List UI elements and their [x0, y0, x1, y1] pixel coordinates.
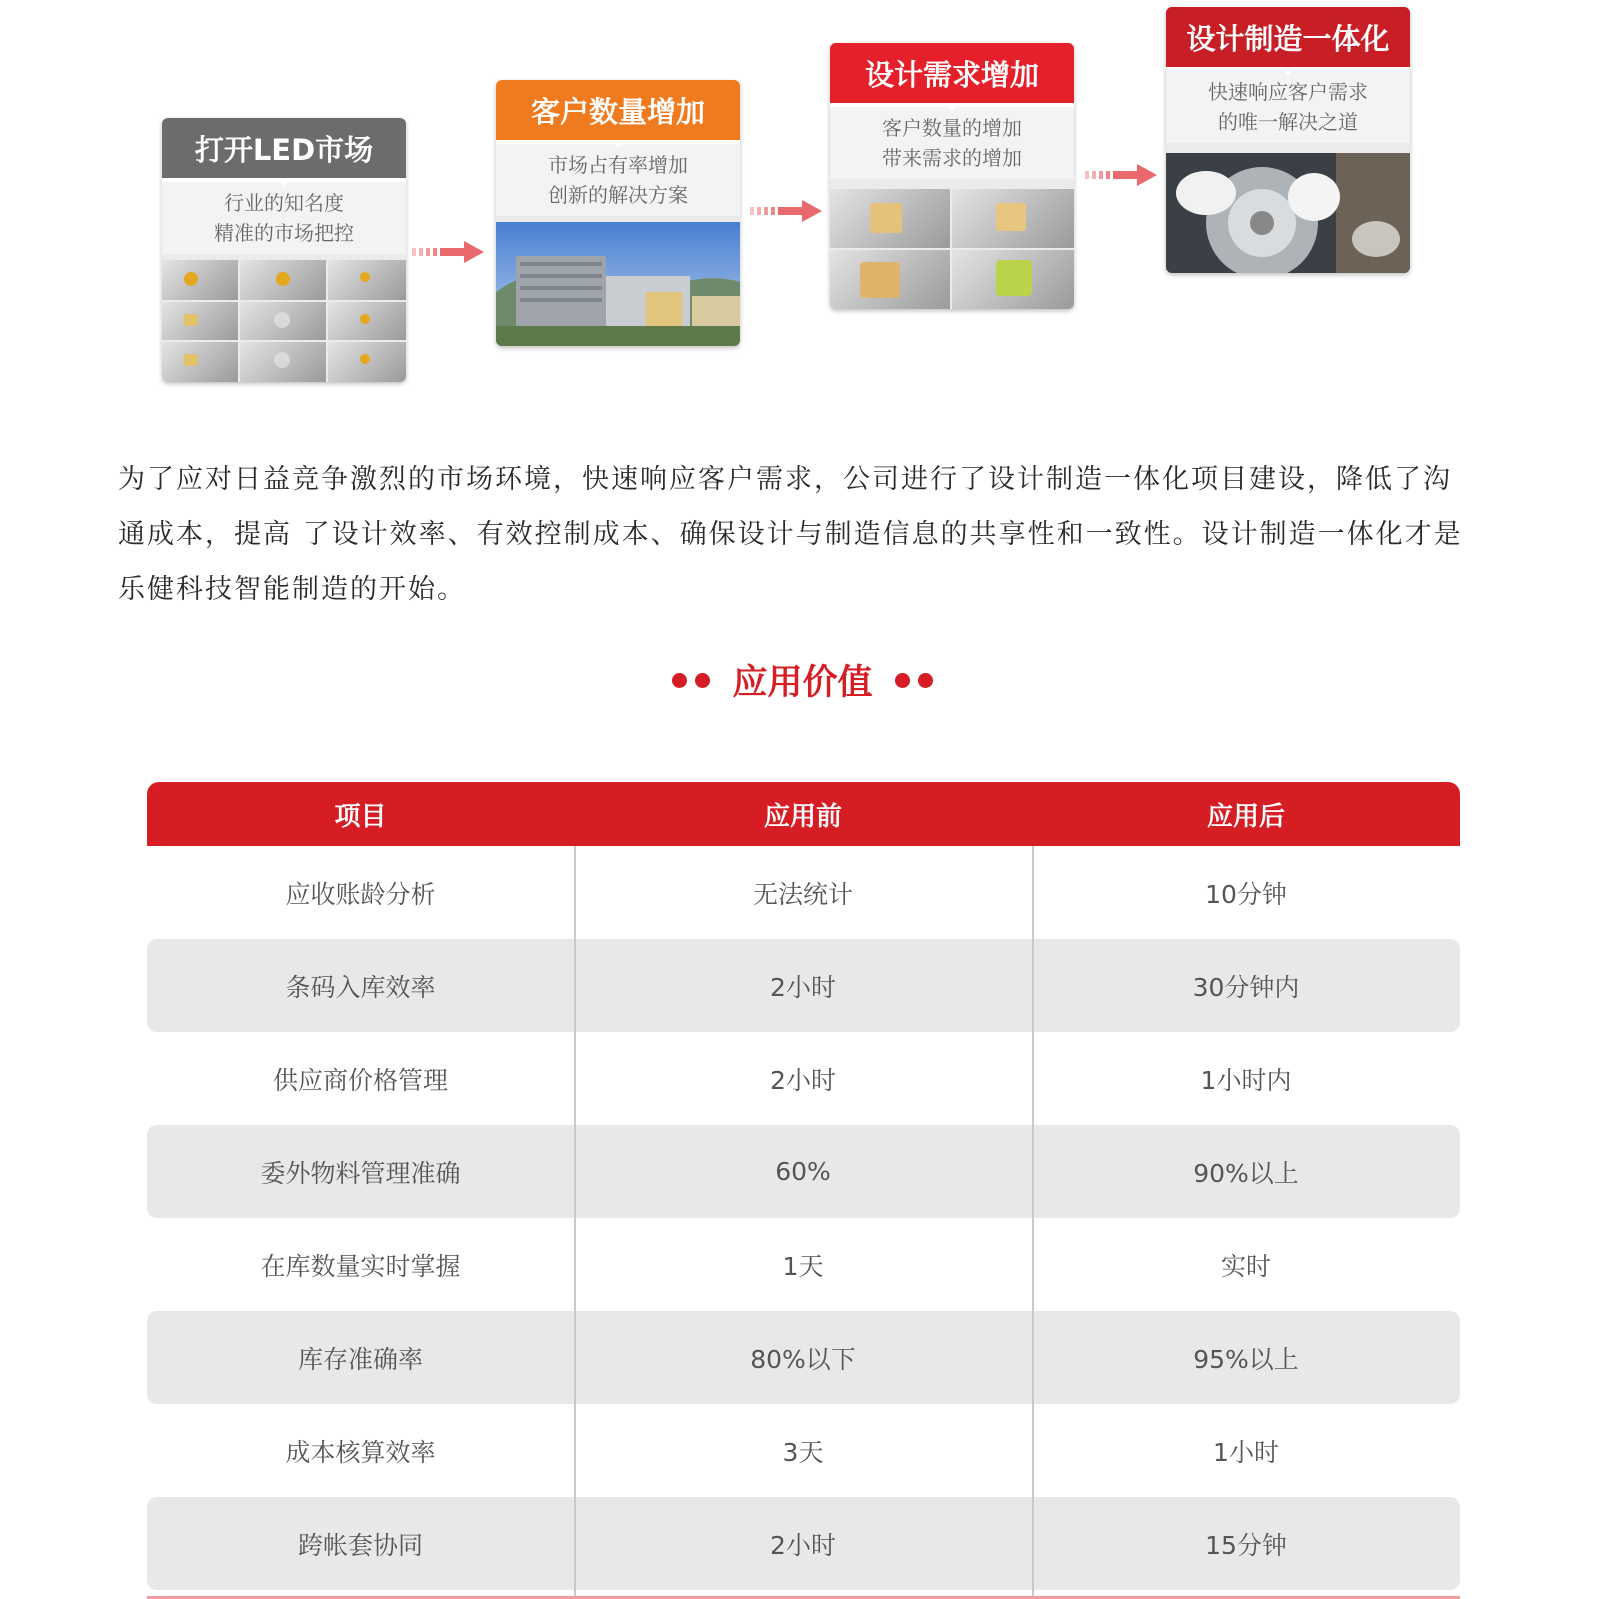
- table-row: [147, 1404, 1460, 1497]
- flow-card-design-demand: [830, 43, 1074, 309]
- table-row: [147, 1497, 1460, 1590]
- header-cell: 应用前: [763, 801, 842, 832]
- flow-card-subtitle: [162, 182, 406, 254]
- table-cell: 30分钟内: [1192, 972, 1300, 1002]
- table-cell: 跨帐套协同: [297, 1530, 423, 1560]
- table-row: [147, 846, 1460, 939]
- flow-card-subtitle: [496, 144, 740, 216]
- flow-card-title: 设计需求增加: [830, 43, 1074, 107]
- table-cell: 95%以上: [1193, 1344, 1299, 1374]
- table-row: [147, 1218, 1460, 1311]
- table-cell: 2小时: [770, 972, 836, 1002]
- header-cell: 项目: [334, 801, 387, 832]
- decorative-dots-icon: [895, 673, 933, 688]
- table-cell: 1天: [782, 1251, 824, 1281]
- table-row: [147, 1125, 1460, 1218]
- flow-card-title: 设计制造一体化: [1166, 7, 1410, 71]
- flow-card-open-led-market: [162, 118, 406, 382]
- flow-card-line: 创新的解决方案: [548, 183, 688, 207]
- flow-card-line: 精准的市场把控: [214, 221, 354, 245]
- flow-card-line: 的唯一解决之道: [1218, 110, 1358, 134]
- flow-card-line: 市场占有率增加: [548, 153, 688, 177]
- factory-building-image: [496, 222, 740, 346]
- table-cell: 2小时: [770, 1530, 836, 1560]
- intro-paragraph: 为了应对日益竞争激烈的市场环境，快速响应客户需求，公司进行了设计制造一体化项目建设，降低了沟通成本，提高 了设计效率、有效控制成本、确保设计与制造信息的共享性和一致性。设计制造一体化才是乐健科技智能制造的开始。: [118, 464, 1463, 605]
- table-cell: 委外物料管理准确: [260, 1158, 461, 1188]
- table-cell: 10分钟: [1205, 879, 1287, 909]
- table-cell: 实时: [1220, 1251, 1271, 1281]
- flow-card-line: 快速响应客户需求: [1208, 80, 1368, 104]
- flow-card-line: 带来需求的增加: [882, 146, 1022, 170]
- column-divider: [574, 846, 576, 1599]
- table-cell: 应收账龄分析: [285, 879, 436, 909]
- led-grid-image: [162, 260, 406, 382]
- table-cell: 3天: [782, 1437, 824, 1467]
- flow-card-subtitle: [1166, 71, 1410, 143]
- table-header: [147, 782, 1460, 846]
- manufacturing-photo-image: [1166, 153, 1410, 273]
- section-title: 应用价值: [732, 663, 873, 703]
- table-cell: 90%以上: [1193, 1158, 1299, 1188]
- led-module-image: [830, 189, 1074, 309]
- table-cell: 80%以下: [750, 1344, 856, 1374]
- flow-card-integration: [1166, 7, 1410, 273]
- flow-card-line: 行业的知名度: [224, 191, 344, 215]
- table-cell: 条码入库效率: [285, 972, 436, 1002]
- table-row: [147, 939, 1460, 1032]
- flow-card-title: 打开LED市场: [162, 118, 406, 182]
- flow-card-title: 客户数量增加: [496, 80, 740, 144]
- flow-card-line: 客户数量的增加: [882, 116, 1022, 140]
- flow-arrow-icon: [412, 241, 484, 263]
- value-comparison-table: [147, 782, 1460, 1590]
- table-cell: 2小时: [770, 1065, 836, 1095]
- table-cell: 供应商价格管理: [272, 1065, 448, 1095]
- table-cell: 无法统计: [752, 879, 853, 909]
- flow-arrow-icon: [750, 200, 822, 222]
- column-divider: [1032, 846, 1034, 1599]
- table-row: [147, 1032, 1460, 1125]
- header-cell: 应用后: [1206, 801, 1285, 832]
- table-cell: 60%: [775, 1157, 831, 1186]
- flow-card-customer-growth: [496, 80, 740, 346]
- table-cell: 在库数量实时掌握: [260, 1251, 461, 1281]
- section-heading: [0, 652, 1605, 708]
- flow-card-subtitle: [830, 107, 1074, 179]
- table-cell: 1小时: [1213, 1437, 1279, 1467]
- table-cell: 成本核算效率: [285, 1437, 436, 1467]
- table-row: [147, 1311, 1460, 1404]
- table-cell: 15分钟: [1205, 1530, 1287, 1560]
- table-cell: 库存准确率: [297, 1344, 423, 1374]
- flow-arrow-icon: [1085, 164, 1157, 186]
- decorative-dots-icon: [672, 673, 710, 688]
- table-cell: 1小时内: [1200, 1065, 1292, 1095]
